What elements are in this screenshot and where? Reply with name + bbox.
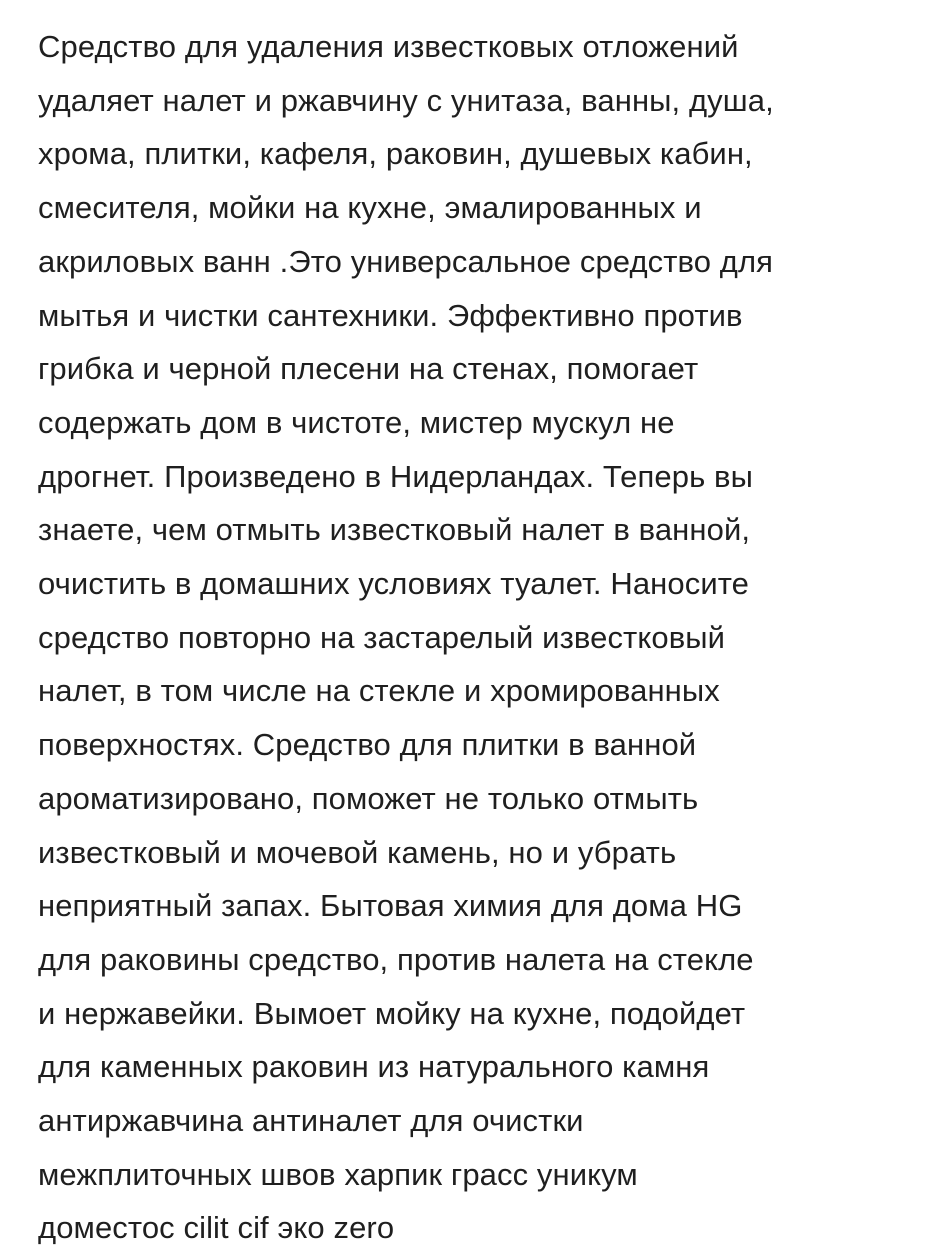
description-line: антиржавчина антиналет для очистки [38,1103,584,1139]
description-line: хрома, плитки, кафеля, раковин, душевых кабин, [38,136,753,172]
description-line: грибка и черной плесени на стенах, помогает [38,351,699,387]
description-line: ароматизировано, поможет не только отмыть [38,780,699,816]
description-line: мытья и чистки сантехники. Эффективно против [38,297,743,333]
product-description [38,20,918,1255]
description-line: дрогнет. Произведено в Нидерландах. Теперь вы [38,458,753,494]
description-line: для раковины средство, против налета на стекле [38,941,754,977]
description-line: акриловых ванн .Это универсальное средство для [38,243,774,279]
description-line: налет, в том числе на стекле и хромированных [38,673,720,709]
description-line: средство повторно на застарелый известковый [38,619,726,655]
description-line: очистить в домашних условиях туалет. Наносите [38,566,750,602]
description-line: поверхностях. Средство для плитки в ванной [38,727,697,763]
description-line: доместос cilit cif эко zero [38,1210,395,1246]
description-line: содержать дом в чистоте, мистер мускул не [38,404,675,440]
description-line: смесителя, мойки на кухне, эмалированных и [38,190,702,226]
description-line: для каменных раковин из натурального камня [38,1049,710,1085]
description-line: Средство для удаления известковых отложений [38,29,739,64]
description-line: знаете, чем отмыть известковый налет в ванной, [38,512,751,548]
description-line: и нержавейки. Вымоет мойку на кухне, подойдет [38,995,746,1031]
description-line: известковый и мочевой камень, но и убрать [38,834,677,870]
description-line: неприятный запах. Бытовая химия для дома HG [38,888,743,924]
description-line: межплиточных швов харпик грасс уникум [38,1156,638,1192]
description-line: удаляет налет и ржавчину с унитаза, ванны, душа, [38,82,774,118]
